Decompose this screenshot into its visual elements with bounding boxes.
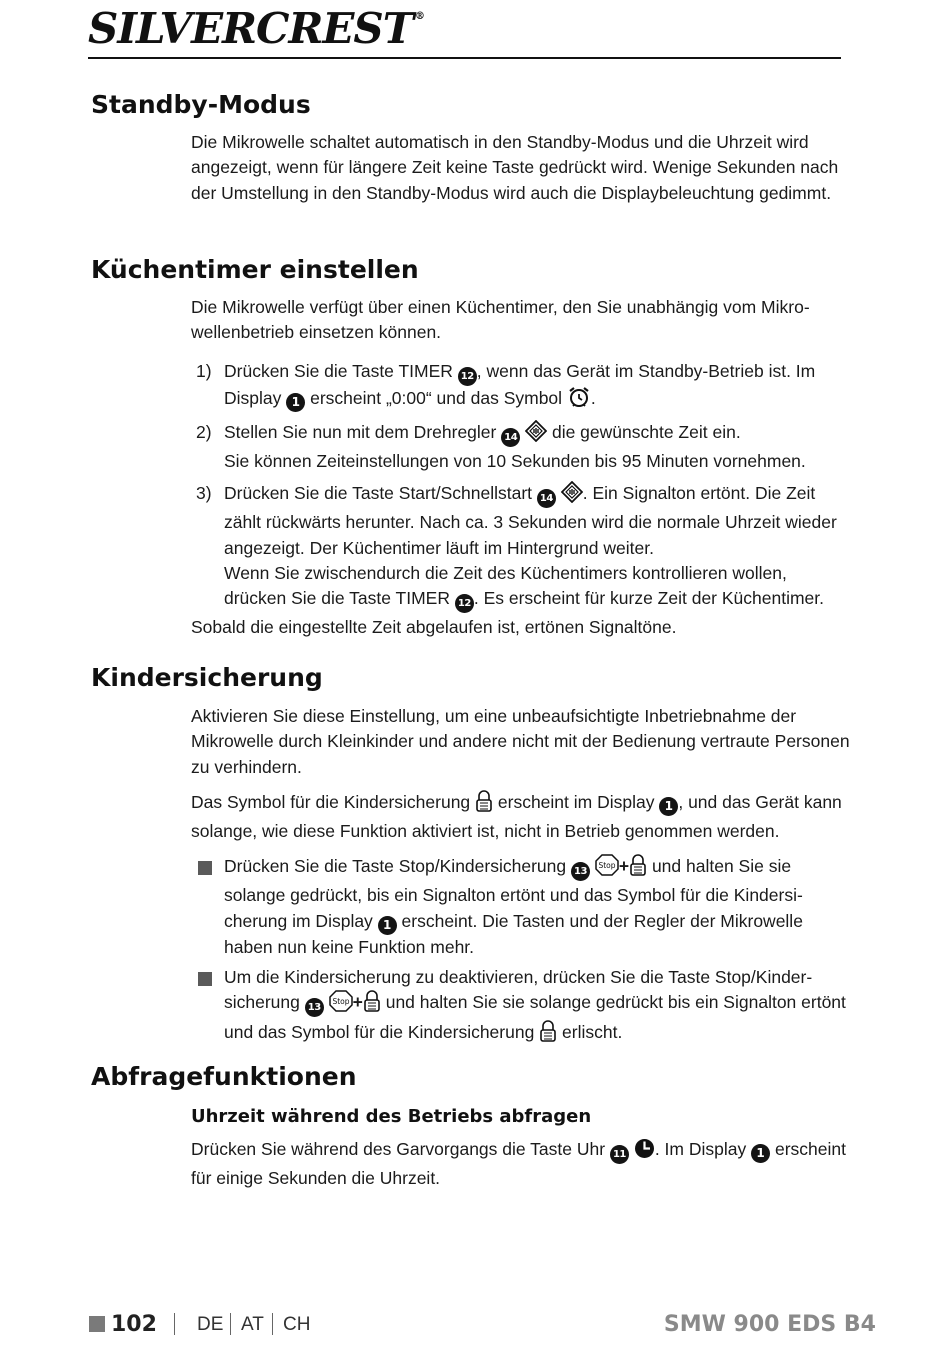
country-ch: CH: [283, 1314, 311, 1335]
model-number: SMW 900 EDS B4: [663, 1312, 876, 1337]
country-at: AT: [241, 1314, 264, 1335]
child-lock-text-2: Das Symbol für die Kindersicherung erscheint im Display 1 , und das Gerät kann solange, wie diese Funktion aktiviert ist, nicht in Betrieb genommen werden.: [191, 792, 842, 842]
ref-stop-badge: 13: [305, 998, 324, 1017]
knob-icon: [525, 420, 547, 449]
ref-display-badge: 1: [751, 1144, 770, 1163]
ref-knob-badge: 14: [501, 428, 520, 447]
query-text: Drücken Sie während des Garvorgangs die Taste Uhr 11 . Im Display 1 erscheint für einige Sekunden die Uhrzeit.: [191, 1139, 846, 1189]
footer-separator: [230, 1313, 231, 1335]
child-lock-bullet-2: Um die Kindersicherung zu deaktivieren, drücken Sie die Taste Stop/Kinder-sicherung 13 Stop + und halten Sie sie solange gedrückt bis ein Signalton ertönt und das Symbol für die Kindersicherung erlischt.: [196, 965, 846, 1049]
ref-clock-badge: 11: [610, 1145, 629, 1164]
lock-icon: [539, 1020, 557, 1049]
subsection-title-clock: Uhrzeit während des Betriebs abfragen: [191, 1106, 592, 1127]
ref-timer-badge: 12: [458, 367, 477, 386]
ref-display-badge: 1: [378, 916, 397, 935]
timer-step-1: 1) Drücken Sie die Taste TIMER 12 , wenn das Gerät im Standby-Betrieb ist. Im Display 1 erscheint „0:00“ und das Symbol .: [196, 359, 846, 415]
child-lock-text-1: Aktivieren Sie diese Einstellung, um eine unbeaufsichtigte Inbetriebnahme der Mikrowelle durch Kleinkinder und andere nicht mit der Bedienung vertraute Personen zu verhindern.: [191, 706, 850, 777]
clock-icon: [634, 1138, 655, 1166]
alarm-clock-icon: [567, 386, 591, 415]
stop-icon: [595, 854, 619, 883]
page-number: 102: [111, 1312, 157, 1337]
timer-outro: Sobald die eingestellte Zeit abgelaufen ist, ertönen Signaltöne.: [191, 617, 677, 637]
section-title-timer: Küchentimer einstellen: [91, 255, 419, 284]
child-lock-bullet-1: Drücken Sie die Taste Stop/Kindersicherung 13 Stop + und halten Sie sie solange gedrückt, bis ein Signalton ertönt und das Symbol für die Kindersi-cherung im Display 1 erscheint. Die Tasten und der Regler der Mikrowelle haben nun keine Funktion mehr.: [196, 854, 846, 960]
bullet-square: [198, 861, 212, 875]
country-de: DE: [197, 1314, 224, 1335]
ref-display-badge: 1: [659, 797, 678, 816]
section-title-standby: Standby-Modus: [91, 90, 311, 119]
timer-step-2: 2) Stellen Sie nun mit dem Drehregler 14 die gewünschte Zeit ein. Sie können Zeiteinstellungen von 10 Sekunden bis 95 Minuten vornehmen.: [196, 422, 806, 472]
stop-icon: [329, 990, 353, 1019]
svg-text:Stop: Stop: [332, 997, 350, 1007]
bullet-square: [198, 972, 212, 986]
footer-separator: [272, 1313, 273, 1335]
lock-icon: [629, 854, 647, 883]
header-rule: [88, 57, 841, 59]
timer-step-3: 3) Drücken Sie die Taste Start/Schnellstart 14 . Ein Signalton ertönt. Die Zeit zählt rückwärts herunter. Nach ca. 3 Sekunden wird die normale Uhrzeit wieder angezeigt. Der Küchentimer läuft im Hintergrund weiter. Wenn Sie zwischendurch die Zeit des Küchentimers kontrollieren wollen, drücken Sie die Taste TIMER 12 . Es erscheint für kurze Zeit der Küchentimer.: [196, 481, 846, 613]
footer-square: [89, 1316, 105, 1332]
ref-timer-badge: 12: [455, 594, 474, 613]
timer-intro: Die Mikrowelle verfügt über einen Küchentimer, den Sie unabhängig vom Mikro-wellenbetrieb einsetzen können.: [191, 297, 810, 343]
section-title-child-lock: Kindersicherung: [91, 663, 323, 692]
svg-text:Stop: Stop: [598, 861, 616, 870]
section-title-query: Abfragefunktionen: [91, 1062, 357, 1091]
ref-display-badge: 1: [286, 393, 305, 412]
ref-stop-badge: 13: [571, 862, 590, 881]
standby-text: Die Mikrowelle schaltet automatisch in den Standby-Modus und die Uhrzeit wird angezeigt, wenn für längere Zeit keine Taste gedrückt wird. Wenige Sekunden nach der Umstellung in den Standby-Modus wird auch die Displaybeleuchtung gedimmt.: [191, 132, 839, 203]
knob-icon: [561, 481, 583, 510]
lock-icon: [475, 790, 493, 819]
brand-logo: SILVERCREST ®: [88, 4, 424, 53]
ref-knob-badge: 14: [537, 489, 556, 508]
footer-separator: [174, 1313, 175, 1335]
lock-icon: [363, 990, 381, 1019]
